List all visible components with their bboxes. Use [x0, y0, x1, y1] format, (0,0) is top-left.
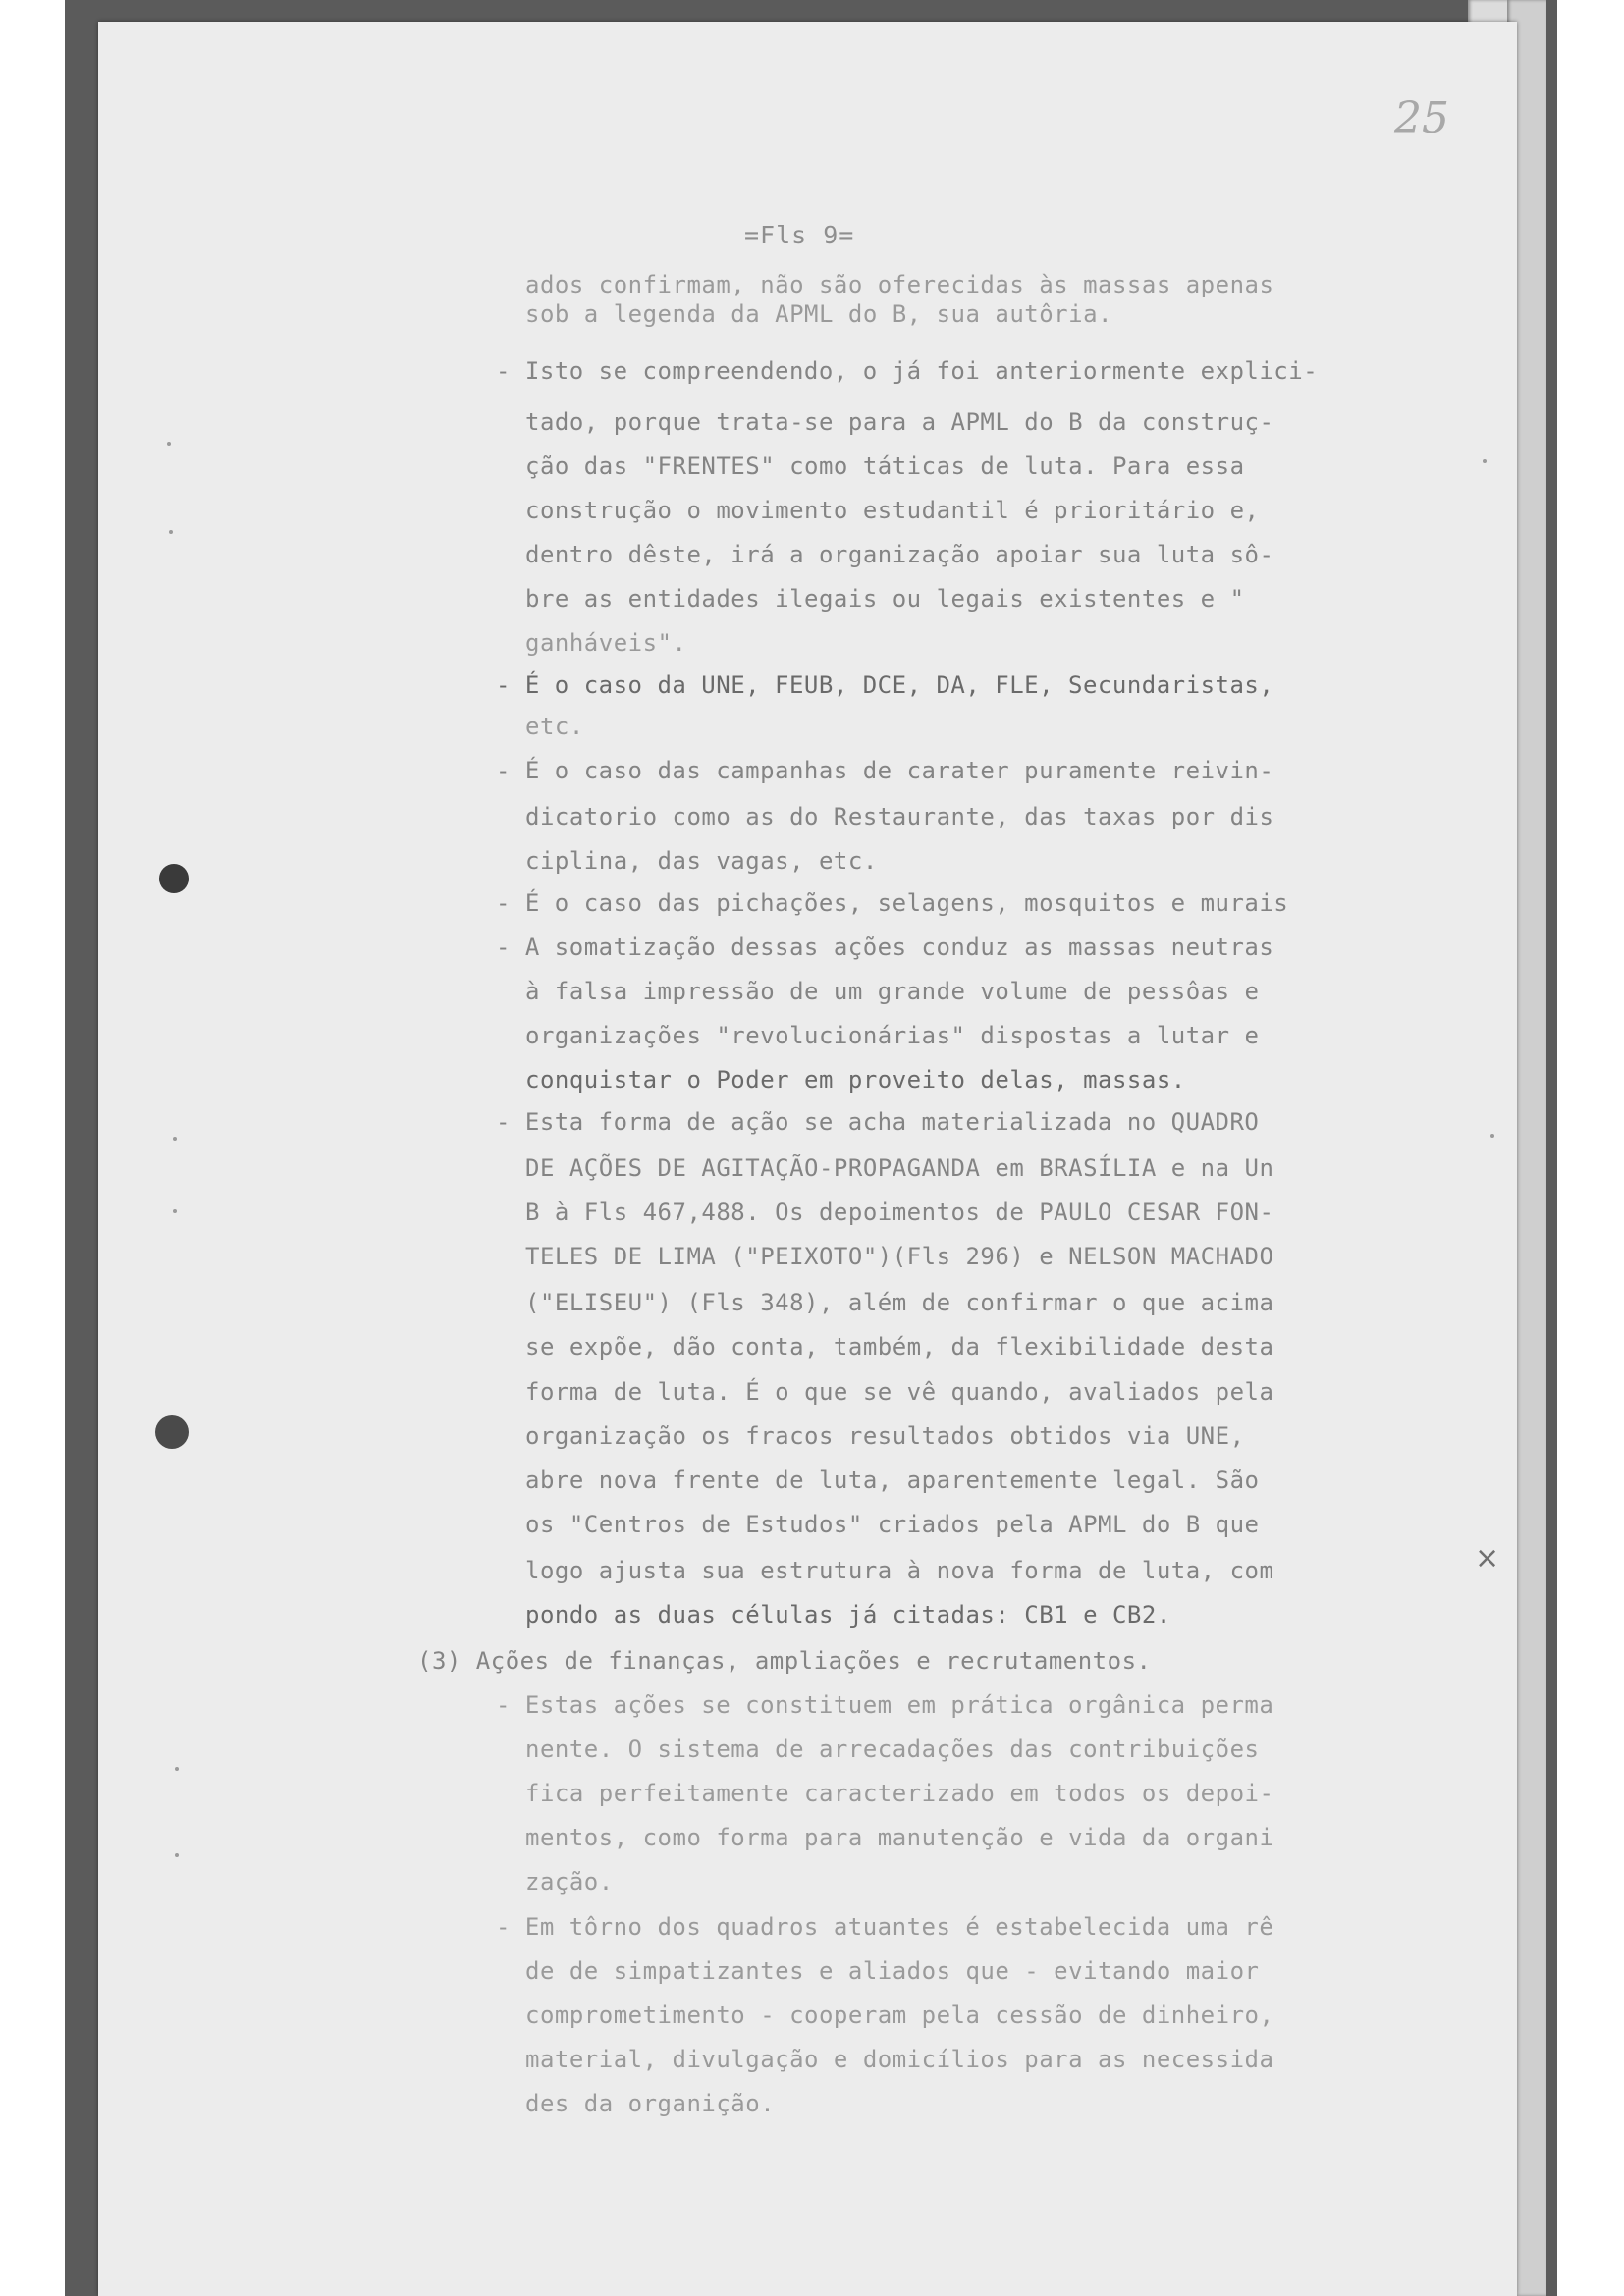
text-line: fica perfeitamente caracterizado em todos os depoi-	[525, 1780, 1274, 1807]
text-line: de de simpatizantes e aliados que - evitando maior	[525, 1957, 1260, 1985]
text-line: dentro dêste, irá a organização apoiar sua luta sô-	[525, 541, 1274, 568]
text-line: TELES DE LIMA ("PEIXOTO")(Fls 296) e NELSON MACHADO	[525, 1243, 1274, 1270]
text-line: zação.	[525, 1868, 614, 1896]
scan-speck	[175, 1853, 179, 1857]
punch-hole	[155, 1415, 189, 1449]
text-line: tado, porque trata-se para a APML do B da construç-	[525, 408, 1274, 436]
text-line: etc.	[525, 713, 584, 740]
text-line: dicatorio como as do Restaurante, das taxas por dis	[525, 803, 1274, 830]
scan-speck	[173, 1209, 177, 1213]
text-line: forma de luta. É o que se vê quando, avaliados pela	[525, 1378, 1274, 1406]
text-line: mentos, como forma para manutenção e vida da organi	[525, 1824, 1274, 1851]
text-line: nente. O sistema de arrecadações das contribuições	[525, 1735, 1260, 1763]
text-line: B à Fls 467,488. Os depoimentos de PAULO CESAR FON-	[525, 1199, 1274, 1226]
text-line: à falsa impressão de um grande volume de pessôas e	[525, 978, 1260, 1005]
text-line: os "Centros de Estudos" criados pela APML do B que	[525, 1511, 1260, 1538]
text-line: ganháveis".	[525, 629, 687, 657]
section-heading: (3) Ações de finanças, ampliações e recrutamentos.	[417, 1647, 1152, 1675]
text-line: ciplina, das vagas, etc.	[525, 847, 878, 875]
text-line: logo ajusta sua estrutura à nova forma de luta, com	[525, 1557, 1274, 1584]
text-line: - Estas ações se constituem em prática orgânica perma	[496, 1691, 1274, 1719]
text-line: - Isto se compreendendo, o já foi anteriormente explici-	[496, 357, 1319, 385]
text-line: ção das "FRENTES" como táticas de luta. Para essa	[525, 453, 1245, 480]
text-line: se expõe, dão conta, também, da flexibilidade desta	[525, 1333, 1274, 1361]
text-line: - É o caso das pichações, selagens, mosquitos e murais	[496, 889, 1289, 917]
text-line: sob a legenda da APML do B, sua autôria.	[525, 300, 1112, 328]
folio-number: 25	[1394, 93, 1449, 143]
scan-speck	[1483, 459, 1487, 463]
text-line: abre nova frente de luta, aparentemente legal. São	[525, 1467, 1260, 1494]
text-line: material, divulgação e domicílios para as necessida	[525, 2046, 1274, 2073]
text-line: organização os fracos resultados obtidos via UNE,	[525, 1422, 1245, 1450]
text-line: comprometimento - cooperam pela cessão de dinheiro,	[525, 2002, 1274, 2029]
text-line: - A somatização dessas ações conduz as massas neutras	[496, 934, 1274, 961]
text-line: organizações "revolucionárias" dispostas a lutar e	[525, 1022, 1260, 1049]
text-line: - É o caso das campanhas de carater puramente reivin-	[496, 757, 1274, 784]
scan-speck	[167, 442, 171, 446]
text-line: ("ELISEU") (Fls 348), além de confirmar o que acima	[525, 1289, 1274, 1316]
text-line: DE AÇÕES DE AGITAÇÃO-PROPAGANDA em BRASÍLIA e na Un	[525, 1154, 1274, 1182]
text-line: ados confirmam, não são oferecidas às massas apenas	[525, 271, 1274, 298]
text-line: - É o caso da UNE, FEUB, DCE, DA, FLE, Secundaristas,	[496, 671, 1274, 699]
text-line: conquistar o Poder em proveito delas, massas.	[525, 1066, 1186, 1094]
scan-speck	[175, 1767, 179, 1771]
text-line: construção o movimento estudantil é prioritário e,	[525, 497, 1260, 524]
text-line: - Esta forma de ação se acha materializada no QUADRO	[496, 1108, 1260, 1136]
scan-speck	[173, 1137, 177, 1141]
punch-hole	[159, 864, 189, 893]
text-line: pondo as duas células já citadas: CB1 e CB2.	[525, 1601, 1171, 1629]
margin-mark: ×	[1475, 1541, 1500, 1575]
text-line: - Em tôrno dos quadros atuantes é estabelecida uma rê	[496, 1913, 1274, 1941]
scan-speck	[169, 530, 173, 534]
text-line: des da organição.	[525, 2090, 776, 2117]
scan-speck	[1490, 1134, 1494, 1138]
page-label: =Fls 9=	[744, 221, 855, 249]
text-line: bre as entidades ilegais ou legais existentes e "	[525, 585, 1245, 613]
